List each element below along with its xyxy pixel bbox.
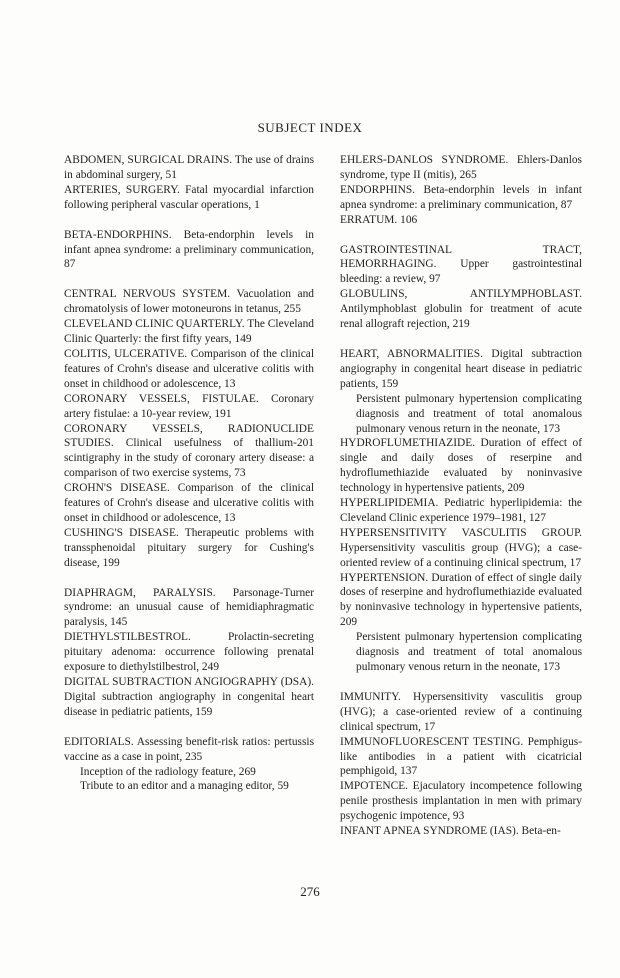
- index-entry-heading: HYDROFLUMETHIAZIDE.: [340, 437, 476, 450]
- index-entry: [340, 153, 582, 183]
- index-entry-heading: HYPERLIPIDEMIA.: [340, 497, 439, 510]
- index-column-right: [340, 153, 582, 839]
- index-entry-subentry: Inception of the radiology feature, 269: [80, 765, 256, 778]
- index-entry: [340, 824, 582, 839]
- index-entry-text: Pemphigus-like antibodies in a patient with cicatricial pemphigoid, 137: [340, 735, 582, 778]
- index-entry: [64, 675, 314, 720]
- index-entry: [340, 571, 582, 675]
- index-entry-text: Fatal myocardial infarction following peripheral vascular operations, 1: [64, 183, 314, 211]
- index-entry-text: Ejaculatory incompetence following penile prosthesis implantation in men with primary psychogenic impotence, 93: [340, 780, 582, 823]
- index-entry-heading: ERRATUM.: [340, 213, 398, 226]
- index-entry-text: Ehlers-Danlos syndrome, type II (mitis), 265: [340, 154, 582, 181]
- index-entry-text: Antilymphoblast globulin for treatment of acute renal allograft rejection, 219: [340, 303, 582, 331]
- index-entry-heading: IMMUNITY.: [340, 690, 401, 703]
- index-entry: [64, 586, 314, 631]
- index-entry-heading: ENDORPHINS.: [340, 183, 415, 196]
- index-entry: [340, 213, 582, 228]
- index-entry-heading: HYPERSENSITIVITY VASCULITIS GROUP.: [340, 526, 582, 539]
- index-entry-heading: INFANT APNEA SYNDROME (IAS).: [340, 825, 519, 838]
- index-entry: [340, 183, 582, 213]
- index-entry-heading: IMMUNOFLUORESCENT TESTING.: [340, 735, 524, 748]
- index-entry-text: Assessing benefit-risk ratios: pertussis vaccine as a case in point, 235: [64, 735, 315, 763]
- index-entry: [340, 243, 582, 288]
- index-entry-heading: ABDOMEN, SURGICAL DRAINS.: [64, 154, 233, 166]
- index-entry-text: Duration of effect of single and daily doses of reserpine and hydroflumethiazide evaluated by noninvasive technology in hypertensive patients, 209: [340, 437, 582, 495]
- index-entry: [340, 496, 582, 526]
- index-entry-text: Upper gastrointestinal bleeding: a review, 97: [340, 258, 582, 286]
- index-entry: [64, 392, 314, 422]
- index-entry-subentry: Tribute to an editor and a managing editor, 59: [80, 780, 289, 793]
- index-entry: [64, 347, 314, 392]
- index-entry: [340, 436, 582, 496]
- index-entry-text: Beta-endorphin levels in infant apnea syndrome: a preliminary communication, 87: [340, 183, 582, 211]
- index-entry-heading: CROHN'S DISEASE.: [64, 482, 170, 495]
- index-entry-text: Hypersensitivity vasculitis group (HVG); a case-oriented review of a continuing clinical spectrum, 17: [340, 541, 582, 569]
- index-entry-text: Comparison of the clinical features of Crohn's disease and ulcerative colitis with onset in childhood or adolescence, 13: [64, 347, 315, 390]
- page-number: 276: [300, 884, 320, 899]
- index-entry: [64, 630, 314, 675]
- index-entry-heading: HYPERTENSION.: [340, 571, 429, 584]
- index-entry: [340, 347, 582, 436]
- index-entry: [340, 526, 582, 571]
- index-entry-text: Duration of effect of single daily doses of reserpine and hydroflumethiazide evaluated by noninvasive technology in hypertensive patients, 209: [340, 571, 582, 629]
- index-entry: [340, 287, 582, 332]
- index-entry-heading: CLEVELAND CLINIC QUARTERLY.: [64, 318, 245, 331]
- index-entry: [64, 735, 314, 795]
- index-entry-text: Comparison of the clinical features of Crohn's disease and ulcerative colitis with onset in childhood or adolescence, 13: [64, 482, 314, 524]
- index-entry-heading: COLITIS, ULCERATIVE.: [64, 347, 188, 360]
- index-entry-text: Prolactin-secreting pituitary adenoma: occurrence following prenatal exposure to diethylstilbestrol, 249: [64, 631, 314, 674]
- index-entry: [64, 287, 314, 317]
- index-entry: [340, 690, 582, 735]
- index-entry-heading: EDITORIALS.: [64, 735, 134, 748]
- index-entry-text: Therapeutic problems with transsphenoidal pituitary surgery for Cushing's disease, 199: [64, 526, 314, 569]
- index-entry-text: Hypersensitivity vasculitis group (HVG); a case-oriented review of a continuing clinical spectrum, 17: [340, 690, 582, 733]
- index-entry: [64, 183, 314, 213]
- index-entry: [64, 317, 314, 347]
- index-entry-heading: CENTRAL NERVOUS SYSTEM.: [64, 288, 231, 301]
- index-entry-heading: GASTROINTESTINAL TRACT, HEMORRHAGING.: [340, 243, 582, 271]
- index-entry-heading: IMPOTENCE.: [340, 780, 409, 793]
- index-entry-heading: DIAPHRAGM, PARALYSIS.: [64, 586, 216, 599]
- index-entry: [64, 481, 314, 526]
- page-title: SUBJECT INDEX: [257, 120, 363, 135]
- index-column-left: [64, 153, 314, 794]
- index-entry-heading: CORONARY VESSELS, FISTULAE.: [64, 392, 259, 405]
- index-entry: [64, 422, 314, 482]
- index-entry-heading: CUSHING'S DISEASE.: [64, 526, 179, 539]
- index-entry-heading: DIETHYLSTILBESTROL.: [64, 631, 191, 644]
- index-entry-heading: CORONARY VESSELS, RADIONUCLIDE STUDIES.: [64, 422, 314, 450]
- index-entry-text: Clinical usefulness of thallium-201 scintigraphy in the study of coronary artery disease: a comparison of two exercise systems, 73: [64, 437, 314, 480]
- index-entry-subentry: Persistent pulmonary hypertension complicating diagnosis and treatment of total anomalous pulmonary venous return in the neonate, 173: [356, 392, 582, 435]
- index-entry: [64, 526, 314, 571]
- index-entry-text: Digital subtraction angiography in congenital heart disease in pediatric patients, 159: [64, 690, 314, 718]
- index-entry: [64, 153, 314, 183]
- index-entry-text: 106: [400, 213, 418, 226]
- index-entry-text: The Cleveland Clinic Quarterly: the first fifty years, 149: [64, 318, 314, 346]
- index-entry: [340, 735, 582, 780]
- index-entry-text: Coronary artery fistulae: a 10-year review, 191: [64, 392, 314, 420]
- index-entry-text: Beta-en-: [521, 825, 561, 838]
- index-entry-heading: HEART, ABNORMALITIES.: [340, 347, 483, 360]
- index-entry-text: Vacuolation and chromatolysis of lower motoneurons in tetanus, 255: [64, 288, 314, 316]
- index-entry-text: Pediatric hyperlipidemia: the Cleveland Clinic experience 1979–1981, 127: [340, 497, 582, 524]
- index-entry: [64, 228, 314, 273]
- index-entry-text: The use of drains in abdominal surgery, 51: [64, 154, 314, 181]
- index-entry-heading: GLOBULINS, ANTILYMPHOBLAST.: [340, 288, 582, 301]
- index-entry-subentry: Persistent pulmonary hypertension complicating diagnosis and treatment of total anomalous pulmonary venous return in the neonate, 173: [356, 631, 582, 673]
- index-entry-text: Beta-endorphin levels in infant apnea syndrome: a preliminary communication, 87: [64, 228, 314, 271]
- index-entry-text: Parsonage-Turner syndrome: an unusual cause of hemidiaphragmatic paralysis, 145: [64, 586, 314, 629]
- index-entry-heading: DIGITAL SUBTRACTION ANGIOGRAPHY (DSA).: [64, 676, 314, 688]
- index-entry-text: Digital subtraction angiography in congenital heart disease in pediatric patients, 159: [340, 347, 582, 390]
- index-entry-heading: ARTERIES, SURGERY.: [64, 183, 180, 196]
- index-entry-heading: EHLERS-DANLOS SYNDROME.: [340, 154, 509, 166]
- index-entry: [340, 779, 582, 824]
- index-entry-heading: BETA-ENDORPHINS.: [64, 228, 172, 241]
